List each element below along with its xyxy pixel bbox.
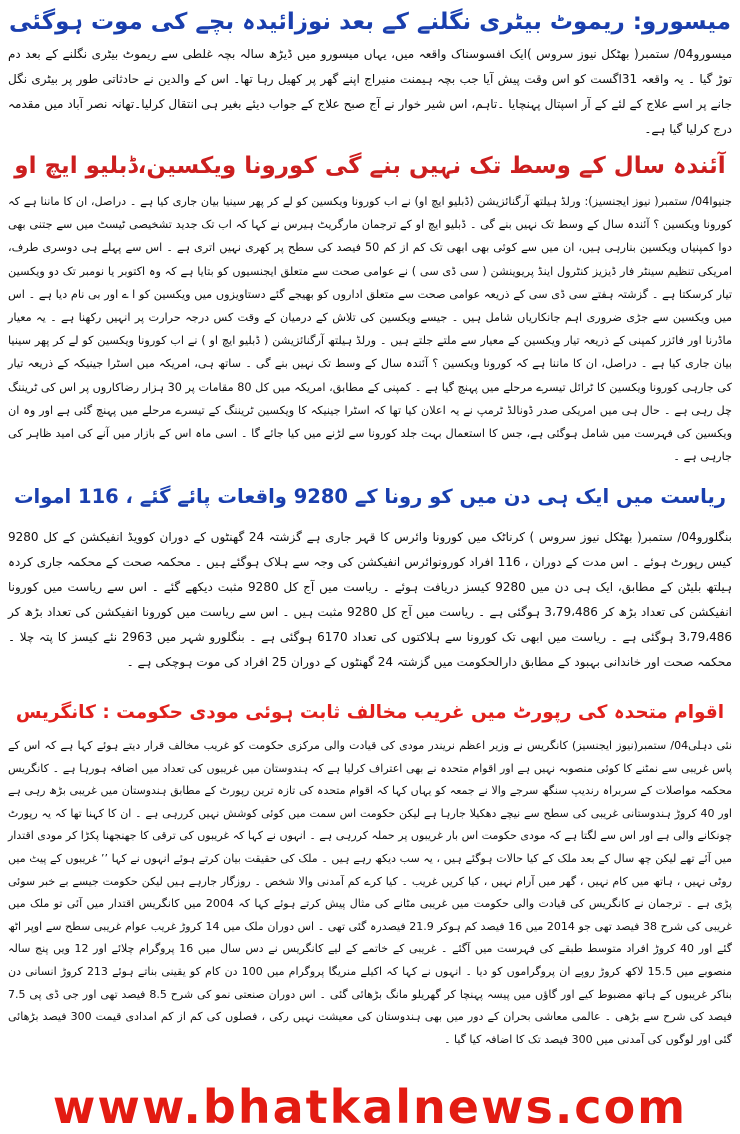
article-headline: میسورو: ریموٹ بیٹری نگلنے کے بعد نوزائیدہ بچے کی موت ہوگئی: [9, 9, 731, 35]
article-who-vaccine: [0, 142, 740, 475]
article-body: جنیوا04/ ستمبر( نیوز ایجنسیز): ورلڈ ہیلتھ آرگنائزیشن (ڈبلیو ایچ او) نے اب کورونا ویکسین کو لے کر پھر سینیا بیان جاری کیا ہے ۔ دراصل، ان کا ماننا ہے کہ کورونا ویکسین ؟ آئندہ سال کے وسط تک نہیں بنے گی ۔ ڈبلیو ایچ او کے ترجمان مارگریٹ ہیرس نے کہا کہ اب تک جدید تشخیصی ٹیسٹ میں سے جتنی بھی دوا کمپنیاں ویکسین بنارہی ہیں، ان میں سے کوئی بھی ابھی تک کم از کم 50 فیصد کی سطح پر کھری نہیں اتری ہے ۔ اس سے پہلے ہی دوسری طرف، امریکی تنظیم سینٹر فار ڈیزیز کنٹرول اینڈ پریوینشن ( سی ڈی سی ) نے عوامی صحت سے متعلق ایجنسیوں کو بتایا ہے کہ وہ اکتوبر یا نومبر تک دو ویکسین تیار کرسکتا ہے ۔ گزشتہ ہفتے سی ڈی سی کے ذریعہ عوامی صحت سے متعلق اداروں کو بھیجے گئے دستاویزوں میں ویکسین کو ا ے اور بی نام دیا ہے ۔ اس میں ویکسین سے جڑی ضروری اہم جانکاریاں شامل ہیں ۔ جیسے ویکسین کی تلاش کے درمیان کے وقت کس درجہ حرارت پر انہیں رکھنا ہے ۔ یہ معیار ماڈرنا اور فائزر کمپنی کے ذریعہ تیار ویکسین کے معیار سے ملتے جلتے ہیں ۔ ورلڈ ہیلتھ آرگنائزیشن ( ڈبلیو ایچ او ) نے اب کورونا ویکسین کو لے کر پھر سینیا بیان جاری کیا ہے ۔ دراصل، ان کا ماننا ہے کہ کورونا ویکسین ؟ آئندہ سال کے وسط تک نہیں بنے گی ۔ ساتھ ہی، امریکہ میں اسٹرا جینیکہ کے ذریعہ تیار کی جارہی کورونا ویکسین کا ٹرائل تیسرے مرحلے میں پہنچ گیا ہے ۔ کمپنی کے مطابق، امریکہ میں کل 80 مقامات پر 30 ہزار رضاکاروں پر اس کی ٹریننگ چل رہی ہے ۔ حال ہی میں امریکی صدر ڈونالڈ ٹرمپ نے یہ اعلان کیا تھا کہ اسٹرا جینیکہ کا ویکسین ٹریننگ کے تیسرے مرحلے میں پہنچ گئی ہے اور وہ ان ویکسین کی فہرست میں شامل ہوگئی ہے، جس کا استعمال بہت جلد کورونا سے لڑنے میں کیا جائے گا ۔ اسی ماہ اس کے بازار میں آنے کی امید ظاہر کی جارہی ہے ۔: [8, 195, 732, 464]
article-body: نئی دہلی04/ ستمبر(نیوز ایجنسیز) کانگریس نے وزیر اعظم نریندر مودی کی قیادت والی مرکزی حکومت کو غریب مخالف قرار دیتے ہوئے کہا ہے کہ اس کے پاس غریبی سے نمٹنے کا کوئی منصوبہ نہیں ہے اور اقوام متحدہ نے بھی اعتراف کرلیا ہے کہ ہندوستان میں غریبوں کی تعداد میں اضافہ ہورہا ہے ۔ کانگریس محکمہ مواصلات کے سربراہ رندیپ سنگھ سرجے والا نے جمعہ کو یہاں کہا کہ اقوام متحدہ کی تازہ ترین رپورٹ کے مطابق ہندوستان میں غریبی بڑھ رہی ہے اور 40 کروڑ ہندوستانی غریبی کی سطح سے نیچے دھکیلا جارہا ہے لیکن حکومت اس سمت میں کوئی کوشش نہیں کررہی ہے ۔ ان کا کہنا تھا کہ یہ رپورٹ چونکانے والی ہے اور اس سے لگتا ہے کہ مودی حکومت اس بار غریبوں پر حملہ کررہی ہے ۔ انہوں نے کہا کہ غریبوں کی ترقی کا جھنجھنا پکڑا کر مودی اقتدار میں آئے تھے لیکن چھ سال کے بعد ملک کے کیا حالات ہوگئے ہیں ، یہ سب دیکھ رہے ہیں ۔ ملک کی حقیقت بیان کرتے ہوئے انہوں نے کہا ’’ غریبوں کے پیٹ میں روٹی نہیں ، ہاتھ میں کام نہیں ، گھر میں آرام نہیں ، کیا کریں غریب ۔ کیا کرے کم آمدنی والا شخص ۔ روزگار جارہے ہیں لیکن حکومت جیسے بے خبر سوئی پڑی ہے ۔ ترجمان نے کانگریس کی قیادت والی حکومت میں غریبی مٹانے کی مثال پیش کرتے ہوئے کہا کہ 2004 میں کانگریس اقتدار میں آئی تو ملک میں غریبی کی شرح 38 فیصد تھی جو 2014 میں 16 فیصد کم ہوکر 21.9 فیصدرہ گئی تھی ۔ اس دوران ملک میں 14 کروڑ غریب عوام غریبی سطح سے اوپر اٹھ گئے اور 40 کروڑ افراد متوسط طبقے کی فہرست میں آگئے ۔ غریبی کے خاتمے کے لیے کانگریس نے دس سال میں 16 پروگرام چلائے اور 12 ویں پنج سالہ منصوبے میں 15.5 لاکھ کروڑ روپے ان پروگراموں کو دیا ۔ انہوں نے کہا کہ اکیلے منریگا پروگرام میں 100 دن کام کو یقینی بناتے ہوئے 213 کروڑ انسانی دن بناکر غریبوں کے ہاتھ مضبوط کیے اور گاؤں میں پیسہ پہنچا کر گھریلو مانگ بڑھائی گئی ۔ اس دوران صنعتی نمو کی شرح 8.5 فیصد تھی اور جی ڈی پی 7.5 فیصد کی شرح سے بڑھی ۔ عالمی معاشی بحران کے دور میں بھی ہندوستان کی معیشت نہیں رکی ، فصلوں کی کم از کم امدادی قیمت 300 فیصد بڑھائی گئی اور لوگوں کی آمدنی میں 300 فیصد تک کا اضافہ کیا گیا ۔: [8, 739, 733, 1046]
article-headline: اقوام متحدہ کی رپورٹ میں غریب مخالف ثابت ہوئی مودی حکومت : کانگریس: [15, 702, 725, 723]
article-headline: آئندہ سال کے وسط تک نہیں بنے گی کورونا ویکسین،ڈبلیو ایچ او: [14, 153, 726, 179]
article-headline: ریاست میں ایک ہی دن میں کو رونا کے 9280 واقعات پائے گئے ، 116 اموات: [13, 485, 727, 508]
article-un-report-congress: [0, 687, 740, 1059]
footer-banner: [0, 1081, 740, 1133]
article-state-covid-cases: [0, 475, 740, 687]
site-url-watermark[interactable]: www.bhatkalnews.com: [52, 1080, 688, 1134]
article-body: میسورو04/ ستمبر( بھٹکل نیوز سروس )ایک افسوسناک واقعہ میں، یہاں میسورو میں ڈیڑھ سالہ بچہ غلطی سے ریموٹ بیٹری نگلنے کے بعد دم توڑ گیا ۔ یہ واقعہ 31اگست کو اس وقت پیش آیا جب بچہ ہیمنت منیراج اپنے گھر پر کھیل رہا تھا۔ اس کے والدین نے حادثاتی طور پر بیٹری نگل جانے پر اسے علاج کے لئے کے آر اسپتال پہنچایا ۔تاہم، اس شیر خوار نے آج صبح علاج کے جواب دیئے بغیر ہی انتقال کرلیا۔تھانہ نصر آباد میں مقدمہ درج کرلیا گیا ہے۔: [8, 47, 732, 136]
article-body: بنگلورو04/ ستمبر( بھٹکل نیوز سروس ) کرناٹک میں کورونا وائرس کا قہر جاری ہے گزشتہ 24 گھنٹوں کے دوران کوویڈ انفیکشن کے کل 9280 کیس رپورٹ ہوئے ۔ اس مدت کے دوران ، 116 افراد کورونوائرس انفیکشن کی وجہ سے ہلاک ہوگئے ہیں ۔ محکمہ صحت کے محکمہ جاری کردہ ہیلتھ بلیٹن کے مطابق، ایک ہی دن میں 9280 کیسز دریافت ہوئے ۔ ریاست میں آج کل 9280 مثبت دیکھے گئے ۔ اس سے ریاست میں کورونا انفیکشن کی تعداد بڑھ کر 3،79،486 ہوگئی ہے ۔ ریاست میں آج کل 9280 مثبت ہیں ۔ اس سے ریاست میں کورونا انفیکشن کی تعداد بڑھ کر 3،79،486 ہوگئی ہے ۔ ریاست میں ابھی تک کورونا سے ہلاکتوں کی تعداد 6170 ہوگئی ہے ۔ بنگلورو شہر میں 2963 نئے کیسز کا پتہ چلا ۔ محکمہ صحت اور خاندانی بہبود کے مطابق دارالحکومت میں گزشتہ 24 گھنٹوں کے دوران 25 افراد کی موت ہوچکی ہے ۔: [8, 530, 733, 669]
article-mysuru-battery: [0, 0, 740, 142]
